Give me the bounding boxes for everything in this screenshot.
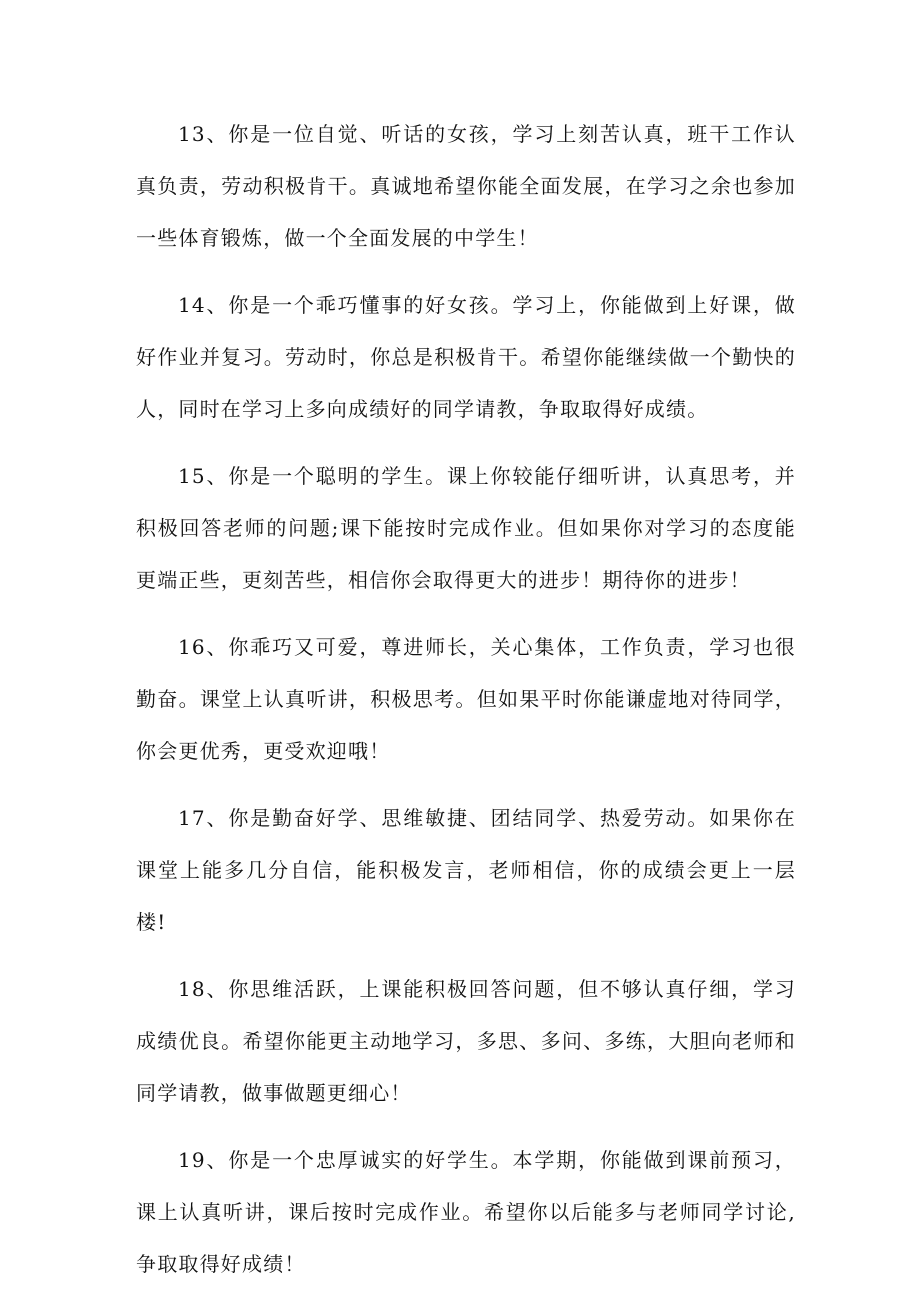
comment-paragraph-17: 17、你是勤奋好学、思维敏捷、团结同学、热爱劳动。如果你在课堂上能多几分自信，能积极发言，老师相信，你的成绩会更上一层楼! xyxy=(136,806,796,934)
comment-paragraph-19: 19、你是一个忠厚诚实的好学生。本学期，你能做到课前预习，课上认真听讲，课后按时完成作业。希望你以后能多与老师同学讨论,争取取得好成绩！ xyxy=(136,1148,796,1276)
comment-paragraph-16: 16、你乖巧又可爱，尊进师长，关心集体，工作负责，学习也很勤奋。课堂上认真听讲，积极思考。但如果平时你能谦虚地对待同学，你会更优秀，更受欢迎哦！ xyxy=(136,635,796,763)
document-body xyxy=(136,108,796,1305)
comment-paragraph-18: 18、你思维活跃，上课能积极回答问题，但不够认真仔细，学习成绩优良。希望你能更主动地学习，多思、多问、多练，大胆向老师和同学请教，做事做题更细心！ xyxy=(136,977,796,1105)
comment-paragraph-13: 13、你是一位自觉、听话的女孩，学习上刻苦认真，班干工作认真负责，劳动积极肯干。真诚地希望你能全面发展，在学习之余也参加一些体育锻炼，做一个全面发展的中学生！ xyxy=(136,122,796,250)
comment-paragraph-14: 14、你是一个乖巧懂事的好女孩。学习上，你能做到上好课，做好作业并复习。劳动时，你总是积极肯干。希望你能继续做一个勤快的人，同时在学习上多向成绩好的同学请教，争取取得好成绩。 xyxy=(136,293,796,421)
comment-paragraph-15: 15、你是一个聪明的学生。课上你较能仔细听讲，认真思考，并积极回答老师的问题;课下能按时完成作业。但如果你对学习的态度能更端正些，更刻苦些，相信你会取得更大的进步！期待你的进步！ xyxy=(136,464,796,592)
